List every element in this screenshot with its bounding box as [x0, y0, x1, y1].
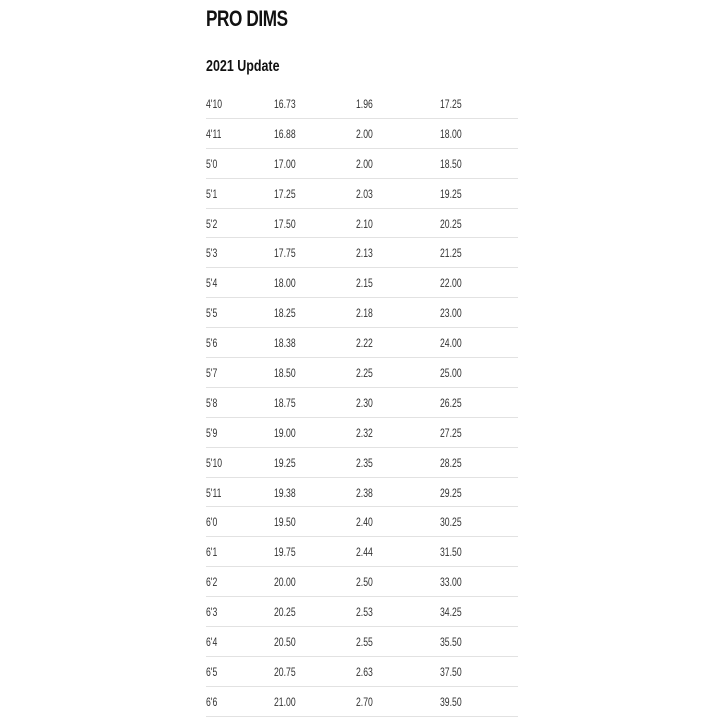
table-cell: 19.50 — [274, 515, 296, 530]
table-cell: 24.00 — [440, 336, 462, 351]
table-cell: 5'8 — [206, 395, 218, 410]
table-cell: 17.25 — [440, 97, 462, 111]
table-cell: 20.00 — [274, 575, 296, 590]
table-cell: 6'0 — [206, 515, 218, 530]
table-cell: 17.75 — [274, 246, 296, 261]
table-row — [206, 478, 518, 508]
table-row — [206, 537, 518, 567]
table-cell: 2.38 — [356, 485, 373, 500]
table-cell: 19.38 — [274, 485, 296, 500]
table-cell: 6'5 — [206, 664, 218, 679]
table-cell: 19.25 — [274, 455, 296, 470]
table-cell: 2.22 — [356, 336, 373, 351]
table-cell: 6'3 — [206, 605, 218, 620]
table-cell: 5'1 — [206, 186, 218, 201]
table-cell: 6'4 — [206, 635, 218, 650]
dims-table — [206, 89, 518, 717]
table-cell: 20.75 — [274, 664, 296, 679]
table-cell: 2.18 — [356, 306, 373, 321]
table-cell: 5'0 — [206, 156, 218, 171]
table-row — [206, 209, 518, 239]
table-cell: 2.63 — [356, 664, 373, 679]
table-cell: 18.00 — [440, 126, 462, 141]
table-cell: 2.40 — [356, 515, 373, 530]
table-cell: 2.55 — [356, 635, 373, 650]
table-cell: 5'2 — [206, 216, 218, 231]
table-cell: 17.25 — [274, 186, 296, 201]
table-cell: 5'9 — [206, 425, 218, 440]
table-cell: 16.88 — [274, 126, 296, 141]
table-cell: 6'6 — [206, 694, 218, 709]
page-subtitle: 2021 Update — [206, 58, 280, 75]
table-cell: 5'6 — [206, 336, 218, 351]
table-cell: 2.25 — [356, 366, 373, 381]
table-cell: 6'1 — [206, 545, 218, 560]
table-cell: 19.00 — [274, 425, 296, 440]
table-cell: 5'3 — [206, 246, 218, 261]
table-cell: 2.53 — [356, 605, 373, 620]
table-cell: 2.00 — [356, 126, 373, 141]
page-title: PRO DIMS — [206, 6, 288, 31]
table-row — [206, 238, 518, 268]
table-cell: 29.25 — [440, 485, 462, 500]
table-cell: 27.25 — [440, 425, 462, 440]
table-cell: 2.44 — [356, 545, 373, 560]
table-cell: 2.30 — [356, 395, 373, 410]
table-cell: 21.25 — [440, 246, 462, 261]
table-cell: 19.75 — [274, 545, 296, 560]
table-cell: 28.25 — [440, 455, 462, 470]
table-cell: 5'10 — [206, 455, 223, 470]
table-cell: 2.70 — [356, 694, 373, 709]
table-cell: 18.25 — [274, 306, 296, 321]
table-row — [206, 89, 518, 119]
table-cell: 17.00 — [274, 156, 296, 171]
table-row — [206, 358, 518, 388]
table-row — [206, 179, 518, 209]
table-cell: 2.00 — [356, 156, 373, 171]
table-cell: 23.00 — [440, 306, 462, 321]
table-cell: 26.25 — [440, 395, 462, 410]
table-cell: 18.50 — [274, 366, 296, 381]
table-cell: 20.25 — [274, 605, 296, 620]
table-cell: 18.00 — [274, 276, 296, 291]
table-cell: 33.00 — [440, 575, 462, 590]
table-row — [206, 268, 518, 298]
table-row — [206, 627, 518, 657]
table-cell: 4'11 — [206, 126, 222, 141]
table-cell: 6'2 — [206, 575, 218, 590]
table-row — [206, 597, 518, 627]
table-row — [206, 388, 518, 418]
table-cell: 18.38 — [274, 336, 296, 351]
table-cell: 16.73 — [274, 97, 296, 111]
table-cell: 30.25 — [440, 515, 462, 530]
table-cell: 2.03 — [356, 186, 373, 201]
table-row — [206, 119, 518, 149]
table-cell: 18.75 — [274, 395, 296, 410]
table-cell: 1.96 — [356, 97, 373, 111]
document-page — [206, 6, 518, 717]
table-cell: 4'10 — [206, 97, 223, 111]
table-cell: 20.25 — [440, 216, 462, 231]
table-cell: 2.13 — [356, 246, 373, 261]
table-cell: 35.50 — [440, 635, 462, 650]
table-row — [206, 149, 518, 179]
table-row — [206, 657, 518, 687]
table-cell: 2.50 — [356, 575, 373, 590]
table-cell: 18.50 — [440, 156, 462, 171]
table-cell: 2.15 — [356, 276, 373, 291]
table-cell: 22.00 — [440, 276, 462, 291]
table-cell: 21.00 — [274, 694, 296, 709]
table-cell: 5'11 — [206, 485, 222, 500]
table-cell: 5'7 — [206, 366, 218, 381]
table-cell: 2.35 — [356, 455, 373, 470]
table-cell: 20.50 — [274, 635, 296, 650]
table-cell: 2.10 — [356, 216, 373, 231]
table-cell: 5'4 — [206, 276, 218, 291]
table-row — [206, 418, 518, 448]
table-cell: 31.50 — [440, 545, 462, 560]
table-cell: 2.32 — [356, 425, 373, 440]
table-cell: 17.50 — [274, 216, 296, 231]
table-cell: 34.25 — [440, 605, 462, 620]
table-cell: 39.50 — [440, 694, 462, 709]
table-cell: 25.00 — [440, 366, 462, 381]
table-cell: 37.50 — [440, 664, 462, 679]
table-row — [206, 507, 518, 537]
table-cell: 19.25 — [440, 186, 462, 201]
table-row — [206, 567, 518, 597]
table-row — [206, 448, 518, 478]
table-row — [206, 687, 518, 717]
table-row — [206, 328, 518, 358]
table-row — [206, 298, 518, 328]
table-cell: 5'5 — [206, 306, 218, 321]
